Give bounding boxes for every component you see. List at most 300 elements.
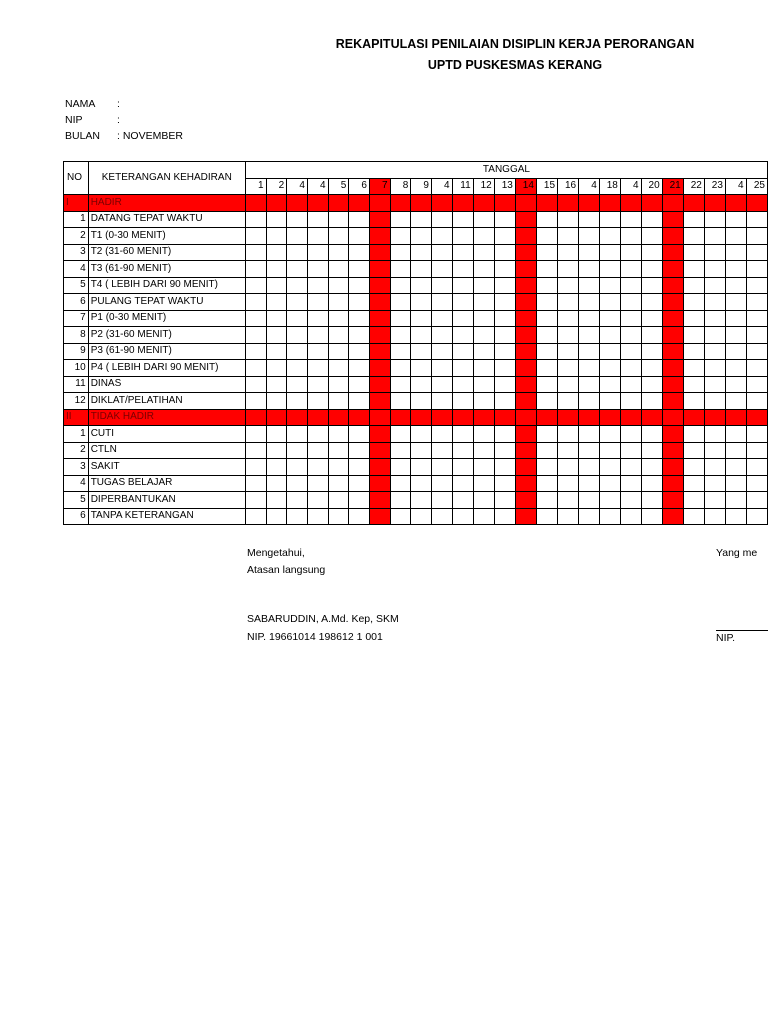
day-cell[interactable] (328, 376, 349, 393)
day-cell[interactable] (641, 508, 662, 525)
day-cell[interactable] (452, 327, 473, 344)
day-cell[interactable] (452, 343, 473, 360)
day-cell[interactable] (328, 211, 349, 228)
day-cell[interactable] (620, 327, 641, 344)
day-cell[interactable] (266, 343, 287, 360)
day-cell[interactable] (411, 261, 432, 278)
day-cell[interactable] (266, 442, 287, 459)
day-cell[interactable] (704, 211, 725, 228)
day-cell[interactable] (746, 426, 767, 443)
day-cell[interactable] (725, 228, 746, 245)
day-cell[interactable] (662, 261, 683, 278)
day-cell[interactable] (369, 277, 390, 294)
day-cell[interactable] (369, 327, 390, 344)
day-cell[interactable] (390, 442, 411, 459)
day-cell[interactable] (515, 343, 536, 360)
day-cell[interactable] (473, 310, 494, 327)
day-cell[interactable] (662, 343, 683, 360)
day-cell[interactable] (266, 327, 287, 344)
day-cell[interactable] (579, 360, 600, 377)
day-cell[interactable] (599, 310, 620, 327)
day-cell[interactable] (266, 294, 287, 311)
day-cell[interactable] (369, 360, 390, 377)
day-cell[interactable] (431, 426, 452, 443)
day-cell[interactable] (473, 360, 494, 377)
day-cell[interactable] (558, 508, 579, 525)
day-cell[interactable] (683, 393, 704, 410)
day-cell[interactable] (328, 310, 349, 327)
day-cell[interactable] (369, 475, 390, 492)
day-cell[interactable] (494, 508, 515, 525)
day-cell[interactable] (725, 459, 746, 476)
day-cell[interactable] (725, 327, 746, 344)
day-cell[interactable] (411, 228, 432, 245)
day-cell[interactable] (494, 294, 515, 311)
day-cell[interactable] (536, 360, 557, 377)
day-cell[interactable] (307, 244, 328, 261)
day-cell[interactable] (473, 327, 494, 344)
day-cell[interactable] (641, 310, 662, 327)
day-cell[interactable] (369, 294, 390, 311)
day-cell[interactable] (579, 475, 600, 492)
day-cell[interactable] (662, 459, 683, 476)
day-cell[interactable] (328, 508, 349, 525)
day-cell[interactable] (662, 244, 683, 261)
day-cell[interactable] (328, 261, 349, 278)
day-cell[interactable] (245, 211, 266, 228)
day-cell[interactable] (245, 228, 266, 245)
day-cell[interactable] (431, 327, 452, 344)
day-cell[interactable] (245, 475, 266, 492)
day-cell[interactable] (411, 376, 432, 393)
day-cell[interactable] (411, 459, 432, 476)
day-cell[interactable] (411, 310, 432, 327)
day-cell[interactable] (746, 294, 767, 311)
day-cell[interactable] (473, 343, 494, 360)
day-cell[interactable] (579, 393, 600, 410)
day-cell[interactable] (515, 376, 536, 393)
day-cell[interactable] (536, 442, 557, 459)
day-cell[interactable] (515, 442, 536, 459)
day-cell[interactable] (452, 228, 473, 245)
day-cell[interactable] (411, 508, 432, 525)
day-cell[interactable] (599, 492, 620, 509)
day-cell[interactable] (452, 360, 473, 377)
day-cell[interactable] (579, 310, 600, 327)
day-cell[interactable] (536, 244, 557, 261)
day-cell[interactable] (536, 393, 557, 410)
day-cell[interactable] (266, 277, 287, 294)
day-cell[interactable] (579, 327, 600, 344)
day-cell[interactable] (746, 277, 767, 294)
day-cell[interactable] (725, 294, 746, 311)
day-cell[interactable] (307, 343, 328, 360)
day-cell[interactable] (599, 426, 620, 443)
day-cell[interactable] (369, 492, 390, 509)
day-cell[interactable] (558, 459, 579, 476)
day-cell[interactable] (307, 327, 328, 344)
day-cell[interactable] (494, 492, 515, 509)
day-cell[interactable] (620, 459, 641, 476)
day-cell[interactable] (641, 360, 662, 377)
day-cell[interactable] (746, 261, 767, 278)
day-cell[interactable] (452, 277, 473, 294)
day-cell[interactable] (641, 492, 662, 509)
day-cell[interactable] (620, 294, 641, 311)
day-cell[interactable] (558, 475, 579, 492)
day-cell[interactable] (369, 459, 390, 476)
day-cell[interactable] (390, 211, 411, 228)
day-cell[interactable] (349, 343, 370, 360)
day-cell[interactable] (620, 475, 641, 492)
day-cell[interactable] (704, 310, 725, 327)
day-cell[interactable] (515, 310, 536, 327)
day-cell[interactable] (725, 310, 746, 327)
day-cell[interactable] (369, 310, 390, 327)
day-cell[interactable] (349, 492, 370, 509)
day-cell[interactable] (683, 475, 704, 492)
day-cell[interactable] (620, 376, 641, 393)
day-cell[interactable] (431, 294, 452, 311)
day-cell[interactable] (369, 426, 390, 443)
day-cell[interactable] (431, 261, 452, 278)
day-cell[interactable] (620, 442, 641, 459)
day-cell[interactable] (266, 508, 287, 525)
day-cell[interactable] (746, 228, 767, 245)
day-cell[interactable] (287, 310, 308, 327)
day-cell[interactable] (349, 459, 370, 476)
day-cell[interactable] (620, 343, 641, 360)
day-cell[interactable] (579, 508, 600, 525)
day-cell[interactable] (558, 277, 579, 294)
day-cell[interactable] (390, 360, 411, 377)
day-cell[interactable] (431, 492, 452, 509)
day-cell[interactable] (369, 244, 390, 261)
day-cell[interactable] (245, 376, 266, 393)
day-cell[interactable] (287, 426, 308, 443)
day-cell[interactable] (245, 310, 266, 327)
day-cell[interactable] (515, 228, 536, 245)
day-cell[interactable] (704, 475, 725, 492)
day-cell[interactable] (245, 261, 266, 278)
day-cell[interactable] (452, 294, 473, 311)
day-cell[interactable] (307, 211, 328, 228)
day-cell[interactable] (558, 492, 579, 509)
day-cell[interactable] (536, 228, 557, 245)
day-cell[interactable] (369, 343, 390, 360)
day-cell[interactable] (431, 277, 452, 294)
day-cell[interactable] (349, 244, 370, 261)
day-cell[interactable] (579, 492, 600, 509)
day-cell[interactable] (725, 376, 746, 393)
day-cell[interactable] (536, 508, 557, 525)
day-cell[interactable] (473, 228, 494, 245)
day-cell[interactable] (266, 261, 287, 278)
day-cell[interactable] (266, 228, 287, 245)
day-cell[interactable] (683, 294, 704, 311)
day-cell[interactable] (515, 294, 536, 311)
day-cell[interactable] (245, 244, 266, 261)
day-cell[interactable] (494, 343, 515, 360)
day-cell[interactable] (452, 393, 473, 410)
day-cell[interactable] (307, 393, 328, 410)
day-cell[interactable] (287, 360, 308, 377)
day-cell[interactable] (579, 228, 600, 245)
day-cell[interactable] (266, 376, 287, 393)
day-cell[interactable] (369, 376, 390, 393)
day-cell[interactable] (307, 459, 328, 476)
day-cell[interactable] (725, 475, 746, 492)
day-cell[interactable] (725, 492, 746, 509)
day-cell[interactable] (411, 475, 432, 492)
day-cell[interactable] (683, 426, 704, 443)
day-cell[interactable] (662, 310, 683, 327)
day-cell[interactable] (579, 426, 600, 443)
day-cell[interactable] (579, 294, 600, 311)
day-cell[interactable] (287, 228, 308, 245)
day-cell[interactable] (390, 310, 411, 327)
day-cell[interactable] (558, 360, 579, 377)
day-cell[interactable] (431, 442, 452, 459)
day-cell[interactable] (328, 360, 349, 377)
day-cell[interactable] (725, 393, 746, 410)
day-cell[interactable] (349, 277, 370, 294)
day-cell[interactable] (349, 426, 370, 443)
day-cell[interactable] (473, 492, 494, 509)
day-cell[interactable] (579, 343, 600, 360)
day-cell[interactable] (599, 211, 620, 228)
day-cell[interactable] (704, 492, 725, 509)
day-cell[interactable] (328, 244, 349, 261)
day-cell[interactable] (349, 310, 370, 327)
day-cell[interactable] (452, 426, 473, 443)
day-cell[interactable] (328, 475, 349, 492)
day-cell[interactable] (411, 244, 432, 261)
day-cell[interactable] (683, 228, 704, 245)
day-cell[interactable] (558, 310, 579, 327)
day-cell[interactable] (662, 211, 683, 228)
day-cell[interactable] (390, 228, 411, 245)
day-cell[interactable] (287, 261, 308, 278)
day-cell[interactable] (307, 442, 328, 459)
day-cell[interactable] (349, 294, 370, 311)
day-cell[interactable] (390, 376, 411, 393)
day-cell[interactable] (431, 244, 452, 261)
day-cell[interactable] (620, 228, 641, 245)
day-cell[interactable] (390, 393, 411, 410)
day-cell[interactable] (307, 376, 328, 393)
day-cell[interactable] (431, 211, 452, 228)
day-cell[interactable] (641, 343, 662, 360)
day-cell[interactable] (307, 508, 328, 525)
day-cell[interactable] (662, 393, 683, 410)
day-cell[interactable] (558, 294, 579, 311)
day-cell[interactable] (473, 459, 494, 476)
day-cell[interactable] (746, 343, 767, 360)
day-cell[interactable] (494, 211, 515, 228)
day-cell[interactable] (704, 343, 725, 360)
day-cell[interactable] (704, 442, 725, 459)
day-cell[interactable] (431, 459, 452, 476)
day-cell[interactable] (704, 244, 725, 261)
day-cell[interactable] (515, 211, 536, 228)
day-cell[interactable] (515, 327, 536, 344)
day-cell[interactable] (494, 310, 515, 327)
day-cell[interactable] (746, 360, 767, 377)
day-cell[interactable] (558, 211, 579, 228)
day-cell[interactable] (452, 310, 473, 327)
day-cell[interactable] (704, 459, 725, 476)
day-cell[interactable] (307, 492, 328, 509)
day-cell[interactable] (245, 393, 266, 410)
day-cell[interactable] (431, 475, 452, 492)
day-cell[interactable] (725, 211, 746, 228)
day-cell[interactable] (515, 393, 536, 410)
day-cell[interactable] (599, 244, 620, 261)
day-cell[interactable] (390, 426, 411, 443)
day-cell[interactable] (704, 376, 725, 393)
day-cell[interactable] (725, 261, 746, 278)
day-cell[interactable] (494, 426, 515, 443)
day-cell[interactable] (245, 327, 266, 344)
day-cell[interactable] (473, 261, 494, 278)
day-cell[interactable] (558, 442, 579, 459)
day-cell[interactable] (599, 277, 620, 294)
day-cell[interactable] (641, 228, 662, 245)
day-cell[interactable] (641, 442, 662, 459)
day-cell[interactable] (411, 277, 432, 294)
day-cell[interactable] (579, 261, 600, 278)
day-cell[interactable] (452, 211, 473, 228)
day-cell[interactable] (494, 244, 515, 261)
day-cell[interactable] (725, 442, 746, 459)
day-cell[interactable] (599, 294, 620, 311)
day-cell[interactable] (704, 228, 725, 245)
day-cell[interactable] (494, 442, 515, 459)
day-cell[interactable] (411, 294, 432, 311)
day-cell[interactable] (266, 244, 287, 261)
day-cell[interactable] (266, 393, 287, 410)
day-cell[interactable] (390, 492, 411, 509)
day-cell[interactable] (515, 508, 536, 525)
day-cell[interactable] (704, 426, 725, 443)
day-cell[interactable] (390, 277, 411, 294)
day-cell[interactable] (599, 327, 620, 344)
day-cell[interactable] (328, 459, 349, 476)
day-cell[interactable] (746, 508, 767, 525)
day-cell[interactable] (725, 426, 746, 443)
day-cell[interactable] (494, 327, 515, 344)
day-cell[interactable] (704, 360, 725, 377)
day-cell[interactable] (431, 310, 452, 327)
day-cell[interactable] (307, 261, 328, 278)
day-cell[interactable] (558, 261, 579, 278)
day-cell[interactable] (746, 376, 767, 393)
day-cell[interactable] (307, 475, 328, 492)
day-cell[interactable] (599, 360, 620, 377)
day-cell[interactable] (662, 327, 683, 344)
day-cell[interactable] (307, 294, 328, 311)
day-cell[interactable] (558, 343, 579, 360)
day-cell[interactable] (245, 277, 266, 294)
day-cell[interactable] (599, 475, 620, 492)
day-cell[interactable] (328, 442, 349, 459)
day-cell[interactable] (662, 475, 683, 492)
day-cell[interactable] (494, 228, 515, 245)
day-cell[interactable] (620, 492, 641, 509)
day-cell[interactable] (411, 393, 432, 410)
day-cell[interactable] (599, 261, 620, 278)
day-cell[interactable] (473, 294, 494, 311)
day-cell[interactable] (704, 508, 725, 525)
day-cell[interactable] (746, 442, 767, 459)
day-cell[interactable] (683, 508, 704, 525)
day-cell[interactable] (349, 376, 370, 393)
day-cell[interactable] (683, 211, 704, 228)
day-cell[interactable] (369, 442, 390, 459)
day-cell[interactable] (287, 327, 308, 344)
day-cell[interactable] (599, 508, 620, 525)
day-cell[interactable] (307, 277, 328, 294)
day-cell[interactable] (473, 442, 494, 459)
day-cell[interactable] (473, 475, 494, 492)
day-cell[interactable] (746, 244, 767, 261)
day-cell[interactable] (307, 360, 328, 377)
day-cell[interactable] (536, 376, 557, 393)
day-cell[interactable] (369, 228, 390, 245)
day-cell[interactable] (662, 376, 683, 393)
day-cell[interactable] (515, 244, 536, 261)
day-cell[interactable] (683, 492, 704, 509)
day-cell[interactable] (536, 211, 557, 228)
day-cell[interactable] (411, 211, 432, 228)
day-cell[interactable] (287, 393, 308, 410)
day-cell[interactable] (599, 228, 620, 245)
day-cell[interactable] (287, 475, 308, 492)
day-cell[interactable] (473, 211, 494, 228)
day-cell[interactable] (579, 244, 600, 261)
day-cell[interactable] (287, 211, 308, 228)
day-cell[interactable] (641, 277, 662, 294)
day-cell[interactable] (287, 442, 308, 459)
day-cell[interactable] (494, 475, 515, 492)
day-cell[interactable] (641, 376, 662, 393)
day-cell[interactable] (683, 343, 704, 360)
day-cell[interactable] (558, 426, 579, 443)
day-cell[interactable] (683, 360, 704, 377)
day-cell[interactable] (641, 211, 662, 228)
day-cell[interactable] (641, 426, 662, 443)
day-cell[interactable] (746, 327, 767, 344)
day-cell[interactable] (452, 376, 473, 393)
day-cell[interactable] (245, 459, 266, 476)
day-cell[interactable] (369, 508, 390, 525)
day-cell[interactable] (515, 492, 536, 509)
day-cell[interactable] (536, 310, 557, 327)
day-cell[interactable] (328, 327, 349, 344)
day-cell[interactable] (746, 310, 767, 327)
day-cell[interactable] (307, 426, 328, 443)
day-cell[interactable] (266, 459, 287, 476)
day-cell[interactable] (452, 261, 473, 278)
day-cell[interactable] (683, 376, 704, 393)
day-cell[interactable] (620, 310, 641, 327)
day-cell[interactable] (411, 492, 432, 509)
day-cell[interactable] (245, 360, 266, 377)
day-cell[interactable] (266, 310, 287, 327)
day-cell[interactable] (620, 426, 641, 443)
day-cell[interactable] (369, 393, 390, 410)
